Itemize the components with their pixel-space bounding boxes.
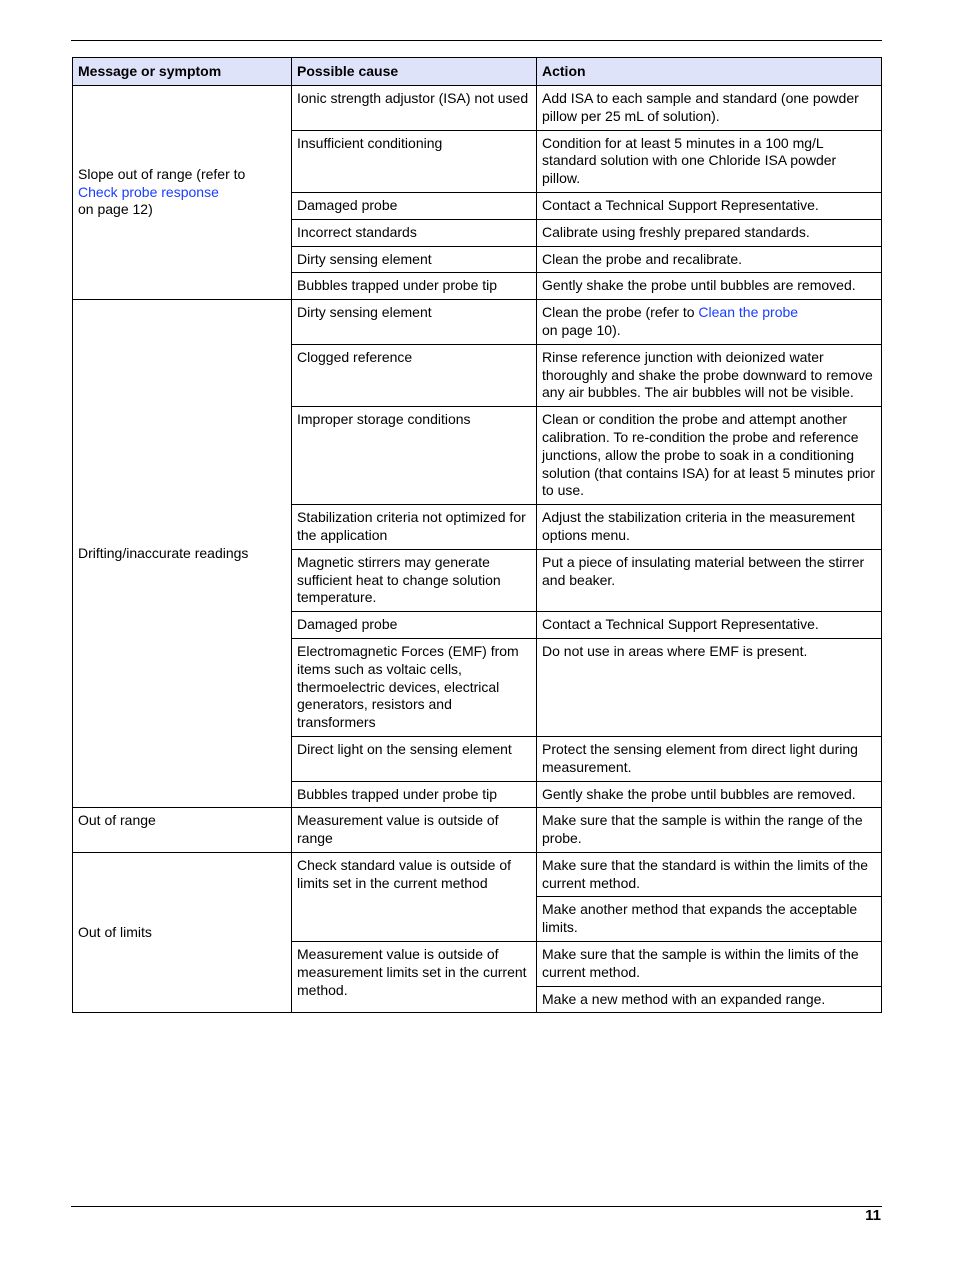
action-cell: Make another method that expands the acceptable limits. — [537, 897, 882, 942]
cause-cell: Bubbles trapped under probe tip — [292, 273, 537, 300]
cause-cell: Check standard value is outside of limits set in the current method — [292, 852, 537, 941]
action-cell: Adjust the stabilization criteria in the measurement options menu. — [537, 505, 882, 550]
symptom-slope: Slope out of range (refer to Check probe response on page 12) — [73, 86, 292, 300]
cause-cell: Improper storage conditions — [292, 407, 537, 505]
header-cause: Possible cause — [292, 58, 537, 86]
cause-cell: Clogged reference — [292, 344, 537, 406]
action-cell: Contact a Technical Support Representative. — [537, 612, 882, 639]
symptom-drift: Drifting/inaccurate readings — [73, 300, 292, 808]
cause-cell: Damaged probe — [292, 192, 537, 219]
header-symptom: Message or symptom — [73, 58, 292, 86]
cause-cell: Dirty sensing element — [292, 300, 537, 345]
action-cell: Condition for at least 5 minutes in a 100 mg/L standard solution with one Chloride ISA powder pillow. — [537, 130, 882, 192]
action-cell: Calibrate using freshly prepared standards. — [537, 219, 882, 246]
action-cell: Make a new method with an expanded range. — [537, 986, 882, 1013]
cause-cell: Ionic strength adjustor (ISA) not used — [292, 86, 537, 131]
cause-cell: Measurement value is outside of range — [292, 808, 537, 853]
cause-cell: Damaged probe — [292, 612, 537, 639]
clean-the-probe-link[interactable]: Clean the probe — [698, 304, 799, 321]
action-cell: Add ISA to each sample and standard (one powder pillow per 25 mL of solution). — [537, 86, 882, 131]
header-action: Action — [537, 58, 882, 86]
symptom-out-of-limits: Out of limits — [73, 852, 292, 1013]
cause-cell: Measurement value is outside of measurement limits set in the current method. — [292, 942, 537, 1013]
action-cell: Contact a Technical Support Representative. — [537, 192, 882, 219]
action-cell: Gently shake the probe until bubbles are removed. — [537, 273, 882, 300]
cause-cell: Electromagnetic Forces (EMF) from items such as voltaic cells, thermoelectric devices, electrical generators, resistors and transformers — [292, 638, 537, 736]
cause-cell: Incorrect standards — [292, 219, 537, 246]
table-row — [73, 808, 882, 853]
action-cell: Gently shake the probe until bubbles are removed. — [537, 781, 882, 808]
troubleshooting-table — [72, 57, 882, 1013]
table-row — [73, 300, 882, 345]
cause-cell: Dirty sensing element — [292, 246, 537, 273]
action-cell: Do not use in areas where EMF is present. — [537, 638, 882, 736]
action-cell: Clean the probe and recalibrate. — [537, 246, 882, 273]
cause-cell: Bubbles trapped under probe tip — [292, 781, 537, 808]
action-cell: Protect the sensing element from direct light during measurement. — [537, 736, 882, 781]
action-cell: Make sure that the standard is within the limits of the current method. — [537, 852, 882, 897]
cause-cell: Stabilization criteria not optimized for the application — [292, 505, 537, 550]
action-cell: Make sure that the sample is within the limits of the current method. — [537, 942, 882, 987]
header-rule — [71, 40, 882, 41]
action-cell: Rinse reference junction with deionized water thoroughly and shake the probe downward to remove any air bubbles. The air bubbles will not be visible. — [537, 344, 882, 406]
action-cell: Make sure that the sample is within the range of the probe. — [537, 808, 882, 853]
footer-rule — [71, 1206, 882, 1207]
action-cell: Clean the probe (refer to Clean the probe on page 10). — [537, 300, 882, 345]
table-row — [73, 86, 882, 131]
table-row — [73, 852, 882, 897]
cause-cell: Magnetic stirrers may generate sufficient heat to change solution temperature. — [292, 549, 537, 611]
table-header-row — [73, 58, 882, 86]
symptom-out-of-range: Out of range — [73, 808, 292, 853]
cause-cell: Direct light on the sensing element — [292, 736, 537, 781]
cause-cell: Insufficient conditioning — [292, 130, 537, 192]
action-cell: Clean or condition the probe and attempt another calibration. To re-condition the probe and reference junctions, allow the probe to soak in a conditioning solution (that contains ISA) for at least 5 minutes prior to use. — [537, 407, 882, 505]
page-number: 11 — [865, 1207, 881, 1224]
action-cell: Put a piece of insulating material between the stirrer and beaker. — [537, 549, 882, 611]
check-probe-response-link[interactable]: Check probe response — [78, 183, 219, 200]
